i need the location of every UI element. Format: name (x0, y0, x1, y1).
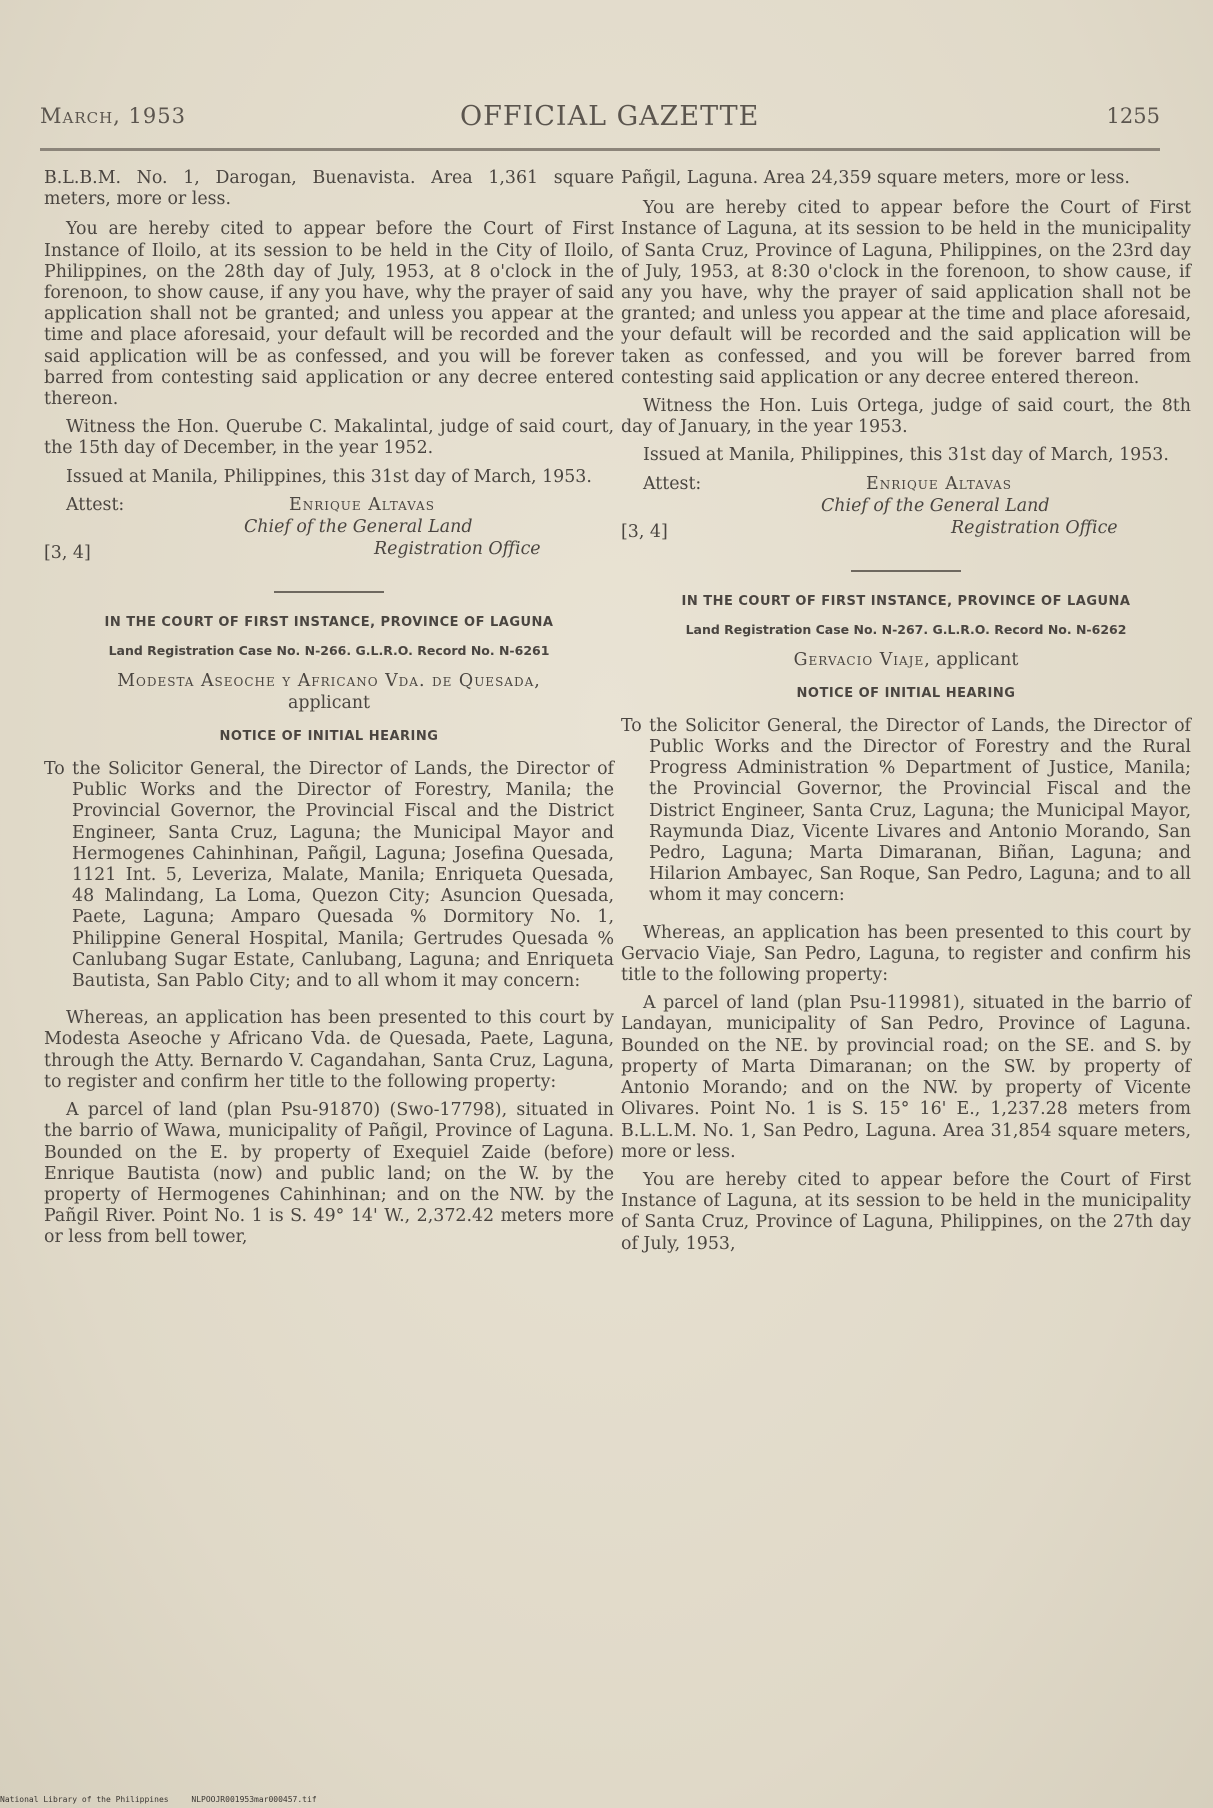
scan-filename: NLPOOJR001953mar000457.tif (191, 1795, 317, 1804)
library-credit: National Library of the Philippines (0, 1795, 169, 1804)
right-issued-paragraph: Issued at Manila, Philippines, this 31st day of March, 1953. (643, 445, 1169, 466)
applicant-name: Gervacio Viaje, (793, 649, 931, 670)
attest-title-line1: Chief of the General Land (244, 516, 473, 537)
case-heading: Land Registration Case No. N-267. G.L.R.O. Record No. N-6262 (685, 621, 1127, 637)
whereas-paragraph: Whereas, an application has been presented to this court by Modesta Aseoche y Africano Vda. de Quesada, Paete, Laguna, through the Atty. Bernardo V. Cagandahan, Santa Cruz, Laguna, to register and confirm her title to the following property: (44, 1008, 614, 1092)
right-witness-paragraph: Witness the Hon. Luis Ortega, judge of said court, the 8th day of January, in the year 1953. (621, 396, 1191, 438)
header-date: March, 1953 (40, 104, 186, 128)
case-heading: Land Registration Case No. N-266. G.L.R.O. Record No. N-6261 (108, 642, 550, 658)
left-cited-paragraph: You are hereby cited to appear before the Court of First Instance of Iloilo, at its session to be held in the City of Iloilo, Philippines, on the 28th day of July, 1953, at 8 o'clock in the forenoon, to show cause, if any you have, why the prayer of said application shall not be granted; and unless you appear at the time and place aforesaid, your default will be recorded and the said application will be as confessed, and you will be forever barred from contesting said application or any decree entered thereon. (44, 219, 614, 410)
applicant-line (621, 649, 1191, 671)
parcel-paragraph: A parcel of land (plan Psu-119981), situated in the barrio of Landayan, municipality of San Pedro, Province of Laguna. Bounded on the NE. by provincial road; on the SE. and S. by property of Marta Dimaranan; on the SW. by property of Antonio Morando; and on the NW. by property of Vicente Olivares. Point No. 1 is S. 15° 16' E., 1,237.28 meters from B.L.L.M. No. 1, San Pedro, Laguna. Area 31,854 square meters, more or less. (621, 993, 1191, 1162)
header-rule (40, 148, 1160, 151)
attest-signatory: Enrique Altavas (289, 494, 435, 515)
cited-paragraph-continued: You are hereby cited to appear before the Court of First Instance of Laguna, at its session to be held in the municipality of Santa Cruz, Province of Laguna, Philippines, on the 27th day of July, 1953, (621, 1169, 1191, 1254)
right-attest-block (621, 474, 1191, 556)
left-column (44, 168, 614, 1256)
notice-heading: NOTICE OF INITIAL HEARING (796, 685, 1016, 701)
section-divider (851, 570, 961, 572)
court-heading: IN THE COURT OF FIRST INSTANCE, PROVINCE OF LAGUNA (681, 593, 1131, 609)
notice-heading: NOTICE OF INITIAL HEARING (219, 728, 439, 744)
parcel-paragraph: A parcel of land (plan Psu-91870) (Swo-17798), situated in the barrio of Wawa, municipality of Pañgil, Province of Laguna. Bounded on the E. by property of Exequiel Zaide (before) Enrique Bautista (now) and public land; on the W. by the property of Hermogenes Cahinhinan; and on the NW. by the Pañgil River. Point No. 1 is S. 49° 14' W., 2,372.42 meters more or less from bell tower, (44, 1100, 614, 1248)
attest-title-line2: Registration Office (951, 517, 1118, 538)
addressees-paragraph: To the Solicitor General, the Director of Lands, the Director of Public Works and the Director of Forestry, Manila; the Provincial Governor, the Provincial Fiscal and the District Engineer, Santa Cruz, Laguna; the Municipal Mayor and Hermogenes Cahinhinan, Pañgil, Laguna; Josefina Quesada, 1121 Int. 5, Leveriza, Malate, Manila; Enriqueta Quesada, 48 Malindang, La Loma, Quezon City; Asuncion Quesada, Paete, Laguna; Amparo Quesada % Dormitory No. 1, Philippine General Hospital, Manila; Gertrudes Quesada % Canlubang Sugar Estate, Canlubang, Laguna; and Enriqueta Bautista, San Pablo City; and to all whom it may concern: (44, 759, 614, 992)
right-cited-paragraph: You are hereby cited to appear before the Court of First Instance of Laguna, at its session to be held in the municipality of Santa Cruz, Province of Laguna, Philippines, on the 23rd day of July, 1953, at 8:30 o'clock in the forenoon, to show cause, if any you have, why the prayer of said application shall not be granted; and unless you appear at the time and place aforesaid, your default will be recorded and the said application will be taken as confessed, and you will be forever barred from contesting said application or any decree entered thereon. (621, 198, 1191, 388)
attest-reference: [3, 4] (44, 542, 91, 563)
left-witness-paragraph: Witness the Hon. Querube C. Makalintal, judge of said court, the 15th day of December, in the year 1952. (44, 417, 614, 459)
applicant-label: applicant (936, 649, 1019, 670)
attest-reference: [3, 4] (621, 521, 668, 542)
applicant-label: applicant (287, 692, 371, 713)
header-title: OFFICIAL GAZETTE (460, 101, 760, 132)
page-header (40, 101, 1160, 144)
left-opening-text: B.L.B.M. No. 1, Darogan, Buenavista. Area 1,361 square meters, more or less. (44, 168, 614, 210)
court-heading: IN THE COURT OF FIRST INSTANCE, PROVINCE OF LAGUNA (104, 614, 554, 630)
attest-title-line2: Registration Office (374, 538, 541, 559)
addressees-paragraph: To the Solicitor General, the Director of Lands, the Director of Public Works and the Director of Forestry and the Rural Progress Administration % Department of Justice, Manila; the Provincial Governor, the Provincial Fiscal and the District Engineer, Santa Cruz, Laguna; the Municipal Mayor, Raymunda Diaz, Vicente Livares and Antonio Morando, San Pedro, Laguna; Marta Dimaranan, Biñan, Laguna; and Hilarion Ambayec, San Roque, San Pedro, Laguna; and to all whom it may concern: (621, 715, 1191, 906)
left-attest-block (44, 495, 614, 577)
right-column (621, 168, 1191, 1262)
attest-label: Attest: (643, 473, 702, 494)
section-divider (274, 591, 384, 593)
scan-footer (0, 1795, 400, 1804)
applicant-name: Modesta Aseoche y Africano Vda. de Quesada, (117, 670, 541, 691)
attest-label: Attest: (66, 494, 125, 515)
page-number: 1255 (1106, 104, 1160, 128)
right-opening-text: Pañgil, Laguna. Area 24,359 square meters, more or less. (621, 168, 1130, 188)
attest-signatory: Enrique Altavas (866, 473, 1012, 494)
applicant-line (44, 670, 614, 714)
left-issued-paragraph: Issued at Manila, Philippines, this 31st day of March, 1953. (66, 466, 592, 487)
whereas-paragraph: Whereas, an application has been presented to this court by Gervacio Viaje, San Pedro, Laguna, to register and confirm his title to the following property: (621, 922, 1191, 986)
attest-title-line1: Chief of the General Land (821, 495, 1050, 516)
